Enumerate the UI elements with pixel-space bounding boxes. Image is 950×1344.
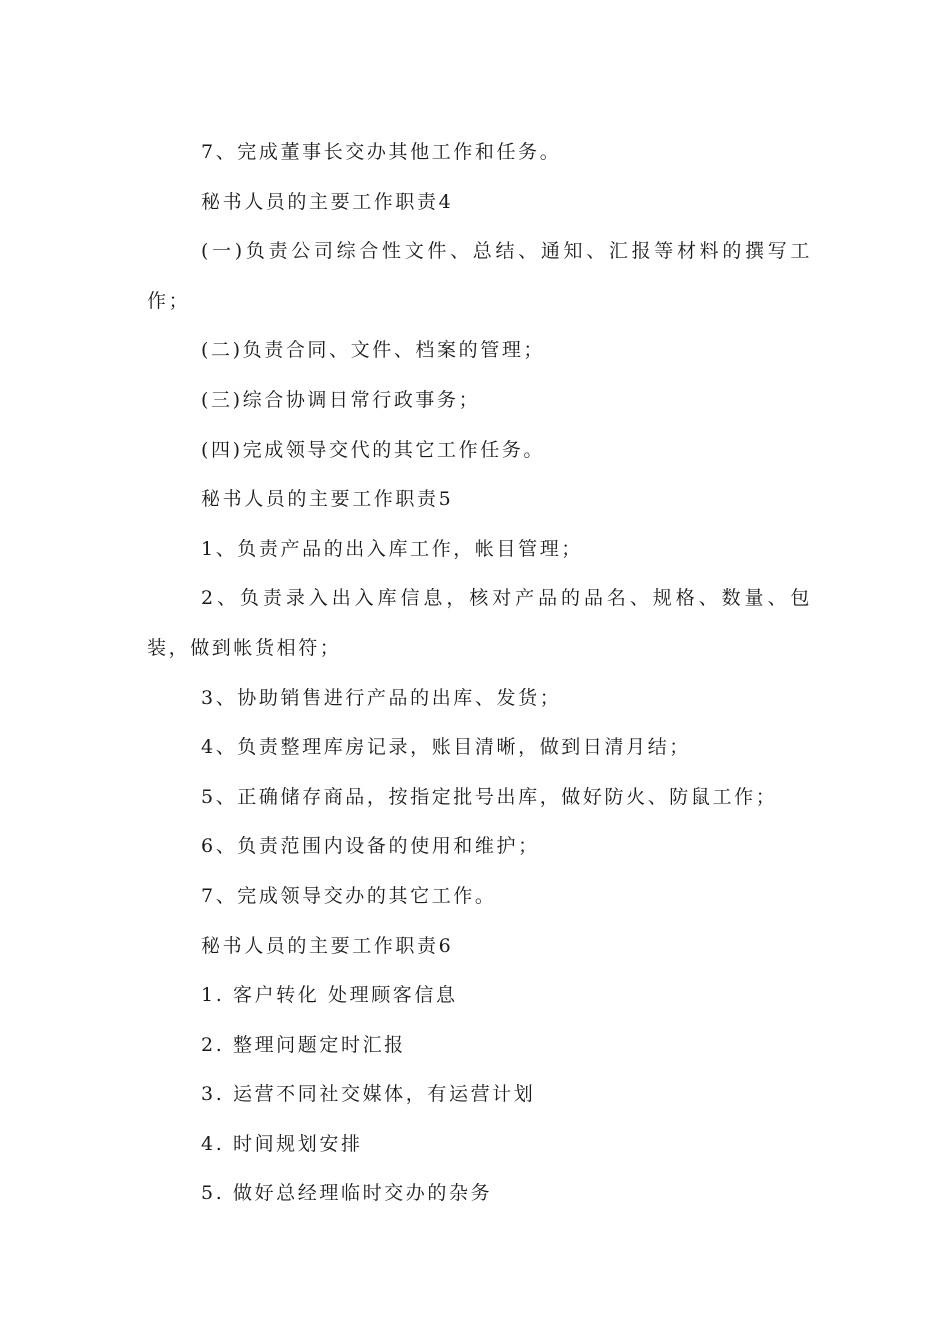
paragraph-item-7-other-work: 7、完成领导交办的其它工作。 [201, 884, 497, 907]
paragraph-item-1-warehouse: 1、负责产品的出入库工作，帐目管理； [201, 537, 583, 560]
paragraph-item-3-shipping: 3、协助销售进行产品的出库、发货； [201, 686, 562, 709]
paragraph-item-4-storage-records: 4、负责整理库房记录，账目清晰，做到日清月结； [201, 736, 691, 759]
list-item-3-social-media: 3. 运营不同社交媒体，有运营计划 [201, 1083, 536, 1106]
paragraph-item-1-documents: (一)负责公司综合性文件、总结、通知、汇报等材料的撰写工作； [147, 240, 812, 312]
paragraph-item-3-administration: (三)综合协调日常行政事务； [201, 388, 481, 411]
paragraph-item-4-other-tasks: (四)完成领导交代的其它工作任务。 [201, 438, 546, 461]
document-body [147, 128, 812, 1219]
paragraph-item-6-equipment: 6、负责范围内设备的使用和维护； [201, 835, 540, 858]
paragraph-item-7-chairman: 7、完成董事长交办其他工作和任务。 [201, 141, 562, 163]
paragraph-item-2-contracts: (二)负责合同、文件、档案的管理； [201, 339, 546, 362]
paragraph-item-5-safety: 5、正确储存商品，按指定批号出库，做好防火、防鼠工作； [201, 785, 778, 808]
list-item-2-reporting: 2. 整理问题定时汇报 [201, 1033, 406, 1056]
section-heading-duties-4: 秘书人员的主要工作职责4 [201, 190, 454, 213]
list-item-5-errands: 5. 做好总经理临时交办的杂务 [201, 1182, 493, 1205]
list-item-4-scheduling: 4. 时间规划安排 [201, 1132, 363, 1155]
section-heading-duties-6: 秘书人员的主要工作职责6 [201, 934, 454, 957]
paragraph-item-2-records: 2、负责录入出入库信息，核对产品的品名、规格、数量、包装，做到帐货相符； [147, 587, 812, 659]
list-item-1-customers: 1. 客户转化 处理顾客信息 [201, 984, 458, 1007]
section-heading-duties-5: 秘书人员的主要工作职责5 [201, 488, 454, 511]
